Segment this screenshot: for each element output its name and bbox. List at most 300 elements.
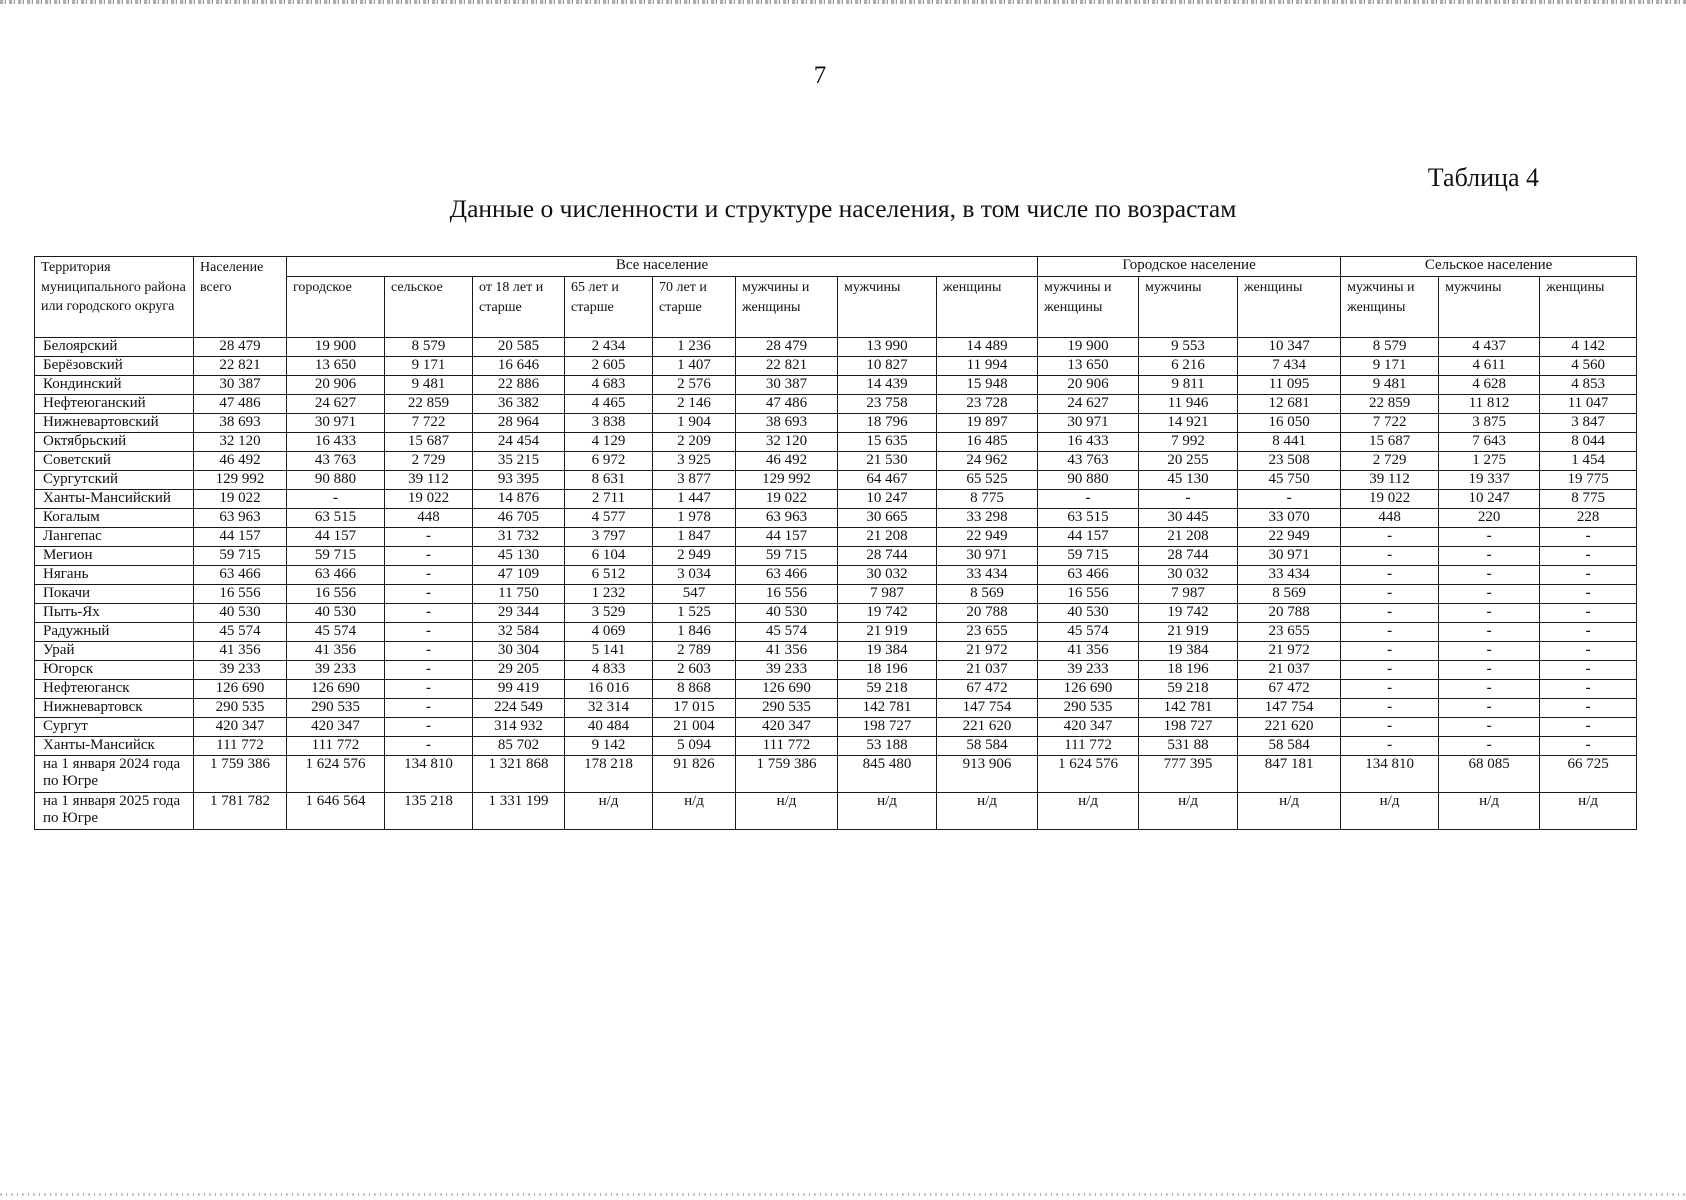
- value-cell: 21 004: [653, 718, 736, 737]
- territory-name: Мегион: [35, 547, 194, 566]
- value-cell: 2 789: [653, 642, 736, 661]
- value-cell: -: [1439, 604, 1540, 623]
- value-cell: -: [385, 699, 473, 718]
- value-cell: н/д: [653, 793, 736, 830]
- value-cell: 7 434: [1238, 357, 1341, 376]
- table-row: [35, 528, 1637, 547]
- header-population-total: Население всего: [194, 257, 287, 338]
- value-cell: 913 906: [937, 756, 1038, 793]
- value-cell: 19 022: [736, 490, 838, 509]
- value-cell: 19 337: [1439, 471, 1540, 490]
- value-cell: н/д: [1038, 793, 1139, 830]
- value-cell: 10 247: [1439, 490, 1540, 509]
- table-row: [35, 357, 1637, 376]
- header-group-rural: Сельское население: [1341, 257, 1637, 277]
- value-cell: 44 157: [1038, 528, 1139, 547]
- value-cell: 21 972: [1238, 642, 1341, 661]
- value-cell: 16 433: [287, 433, 385, 452]
- value-cell: 420 347: [736, 718, 838, 737]
- value-cell: 448: [1341, 509, 1439, 528]
- value-cell: 32 120: [736, 433, 838, 452]
- value-cell: 15 948: [937, 376, 1038, 395]
- territory-name: Нижневартовский: [35, 414, 194, 433]
- value-cell: 65 525: [937, 471, 1038, 490]
- value-cell: 28 479: [194, 338, 287, 357]
- value-cell: 16 556: [287, 585, 385, 604]
- value-cell: -: [1540, 661, 1637, 680]
- value-cell: 290 535: [1038, 699, 1139, 718]
- value-cell: -: [1341, 718, 1439, 737]
- value-cell: 40 530: [287, 604, 385, 623]
- value-cell: 2 146: [653, 395, 736, 414]
- value-cell: 5 141: [565, 642, 653, 661]
- value-cell: 59 715: [287, 547, 385, 566]
- value-cell: 547: [653, 585, 736, 604]
- subheader-cell: мужчины и женщины: [736, 277, 838, 338]
- value-cell: -: [1341, 528, 1439, 547]
- header-group-urban: Городское население: [1038, 257, 1341, 277]
- value-cell: -: [1038, 490, 1139, 509]
- value-cell: 45 574: [287, 623, 385, 642]
- value-cell: 38 693: [194, 414, 287, 433]
- value-cell: 39 233: [1038, 661, 1139, 680]
- value-cell: -: [1540, 680, 1637, 699]
- table-label: Таблица 4: [1427, 163, 1539, 192]
- value-cell: -: [385, 642, 473, 661]
- value-cell: 21 037: [937, 661, 1038, 680]
- table-row: [35, 699, 1637, 718]
- value-cell: 8 569: [937, 585, 1038, 604]
- value-cell: 21 919: [1139, 623, 1238, 642]
- value-cell: 9 811: [1139, 376, 1238, 395]
- value-cell: -: [1341, 585, 1439, 604]
- territory-name: Лангепас: [35, 528, 194, 547]
- value-cell: 4 683: [565, 376, 653, 395]
- value-cell: 224 549: [473, 699, 565, 718]
- value-cell: 3 925: [653, 452, 736, 471]
- value-cell: 1 978: [653, 509, 736, 528]
- value-cell: 12 681: [1238, 395, 1341, 414]
- value-cell: 23 758: [838, 395, 937, 414]
- value-cell: 7 722: [385, 414, 473, 433]
- value-cell: 63 466: [287, 566, 385, 585]
- value-cell: 220: [1439, 509, 1540, 528]
- table-row: [35, 642, 1637, 661]
- value-cell: 59 715: [194, 547, 287, 566]
- value-cell: 31 732: [473, 528, 565, 547]
- value-cell: н/д: [736, 793, 838, 830]
- subheader-cell: городское: [287, 277, 385, 338]
- value-cell: 1 321 868: [473, 756, 565, 793]
- territory-name: Радужный: [35, 623, 194, 642]
- value-cell: 67 472: [937, 680, 1038, 699]
- value-cell: 59 715: [1038, 547, 1139, 566]
- value-cell: 221 620: [937, 718, 1038, 737]
- value-cell: 448: [385, 509, 473, 528]
- value-cell: 59 715: [736, 547, 838, 566]
- value-cell: 20 255: [1139, 452, 1238, 471]
- value-cell: 22 859: [385, 395, 473, 414]
- table-row: [35, 793, 1637, 830]
- value-cell: 44 157: [736, 528, 838, 547]
- value-cell: 39 233: [736, 661, 838, 680]
- territory-name: Нефтеюганский: [35, 395, 194, 414]
- value-cell: 44 157: [287, 528, 385, 547]
- value-cell: 19 022: [194, 490, 287, 509]
- value-cell: 15 687: [385, 433, 473, 452]
- subheader-cell: мужчины: [838, 277, 937, 338]
- table-row: [35, 737, 1637, 756]
- value-cell: 420 347: [1038, 718, 1139, 737]
- value-cell: -: [1540, 547, 1637, 566]
- value-cell: 111 772: [736, 737, 838, 756]
- value-cell: н/д: [1341, 793, 1439, 830]
- value-cell: 16 556: [1038, 585, 1139, 604]
- value-cell: -: [385, 680, 473, 699]
- subheader-cell: сельское: [385, 277, 473, 338]
- value-cell: 47 486: [736, 395, 838, 414]
- value-cell: 3 875: [1439, 414, 1540, 433]
- value-cell: 46 492: [736, 452, 838, 471]
- value-cell: 24 627: [1038, 395, 1139, 414]
- value-cell: -: [1540, 699, 1637, 718]
- value-cell: 19 900: [287, 338, 385, 357]
- value-cell: 21 208: [1139, 528, 1238, 547]
- value-cell: 14 921: [1139, 414, 1238, 433]
- value-cell: 93 395: [473, 471, 565, 490]
- table-row: [35, 547, 1637, 566]
- value-cell: -: [385, 718, 473, 737]
- value-cell: 67 472: [1238, 680, 1341, 699]
- value-cell: 9 142: [565, 737, 653, 756]
- value-cell: 33 070: [1238, 509, 1341, 528]
- value-cell: 63 963: [194, 509, 287, 528]
- value-cell: -: [1341, 604, 1439, 623]
- value-cell: 22 949: [1238, 528, 1341, 547]
- table-row: [35, 585, 1637, 604]
- value-cell: 11 812: [1439, 395, 1540, 414]
- subheader-cell: 65 лет и старше: [565, 277, 653, 338]
- value-cell: 11 047: [1540, 395, 1637, 414]
- value-cell: 6 216: [1139, 357, 1238, 376]
- value-cell: 45 574: [736, 623, 838, 642]
- value-cell: 38 693: [736, 414, 838, 433]
- territory-name: Югорск: [35, 661, 194, 680]
- value-cell: 14 489: [937, 338, 1038, 357]
- value-cell: 126 690: [287, 680, 385, 699]
- value-cell: 41 356: [194, 642, 287, 661]
- value-cell: 198 727: [838, 718, 937, 737]
- value-cell: 40 484: [565, 718, 653, 737]
- value-cell: 8 775: [937, 490, 1038, 509]
- value-cell: 1 759 386: [194, 756, 287, 793]
- value-cell: 30 304: [473, 642, 565, 661]
- table-row: [35, 376, 1637, 395]
- table-row: [35, 452, 1637, 471]
- value-cell: 8 579: [1341, 338, 1439, 357]
- value-cell: н/д: [1439, 793, 1540, 830]
- value-cell: 24 627: [287, 395, 385, 414]
- value-cell: 63 466: [194, 566, 287, 585]
- value-cell: 33 298: [937, 509, 1038, 528]
- value-cell: 14 876: [473, 490, 565, 509]
- value-cell: 8 569: [1238, 585, 1341, 604]
- value-cell: 11 994: [937, 357, 1038, 376]
- value-cell: 129 992: [194, 471, 287, 490]
- value-cell: 142 781: [1139, 699, 1238, 718]
- territory-name: Советский: [35, 452, 194, 471]
- value-cell: 40 530: [1038, 604, 1139, 623]
- value-cell: 18 196: [1139, 661, 1238, 680]
- value-cell: 17 015: [653, 699, 736, 718]
- subheader-cell: женщины: [1238, 277, 1341, 338]
- value-cell: 3 797: [565, 528, 653, 547]
- value-cell: 63 515: [1038, 509, 1139, 528]
- value-cell: 198 727: [1139, 718, 1238, 737]
- value-cell: 16 556: [736, 585, 838, 604]
- value-cell: 178 218: [565, 756, 653, 793]
- value-cell: 4 833: [565, 661, 653, 680]
- value-cell: 39 233: [287, 661, 385, 680]
- value-cell: -: [1341, 547, 1439, 566]
- value-cell: -: [1341, 680, 1439, 699]
- value-cell: 30 445: [1139, 509, 1238, 528]
- value-cell: 134 810: [385, 756, 473, 793]
- value-cell: 36 382: [473, 395, 565, 414]
- value-cell: 10 347: [1238, 338, 1341, 357]
- value-cell: -: [1439, 566, 1540, 585]
- value-cell: 290 535: [194, 699, 287, 718]
- territory-name: Белоярский: [35, 338, 194, 357]
- value-cell: 4 577: [565, 509, 653, 528]
- value-cell: н/д: [1540, 793, 1637, 830]
- value-cell: 68 085: [1439, 756, 1540, 793]
- territory-name: на 1 января 2025 года по Югре: [35, 793, 194, 830]
- value-cell: 847 181: [1238, 756, 1341, 793]
- value-cell: 420 347: [194, 718, 287, 737]
- value-cell: 126 690: [736, 680, 838, 699]
- value-cell: 8 579: [385, 338, 473, 357]
- value-cell: 1 846: [653, 623, 736, 642]
- header-group-all: Все население: [287, 257, 1038, 277]
- value-cell: -: [1139, 490, 1238, 509]
- value-cell: 1 232: [565, 585, 653, 604]
- territory-name: Нягань: [35, 566, 194, 585]
- value-cell: 111 772: [194, 737, 287, 756]
- territory-name: Сургут: [35, 718, 194, 737]
- value-cell: 21 530: [838, 452, 937, 471]
- value-cell: 16 646: [473, 357, 565, 376]
- value-cell: 111 772: [1038, 737, 1139, 756]
- value-cell: 45 574: [194, 623, 287, 642]
- value-cell: 2 434: [565, 338, 653, 357]
- value-cell: 1 904: [653, 414, 736, 433]
- value-cell: 2 209: [653, 433, 736, 452]
- value-cell: 15 687: [1341, 433, 1439, 452]
- territory-name: Урай: [35, 642, 194, 661]
- value-cell: 1 646 564: [287, 793, 385, 830]
- value-cell: 2 949: [653, 547, 736, 566]
- scan-edge-top: [0, 0, 1686, 4]
- value-cell: 39 112: [385, 471, 473, 490]
- value-cell: -: [1439, 661, 1540, 680]
- value-cell: 47 109: [473, 566, 565, 585]
- value-cell: 2 711: [565, 490, 653, 509]
- header-territory: Территория муниципального района или городского округа: [35, 257, 194, 338]
- value-cell: 22 821: [194, 357, 287, 376]
- value-cell: н/д: [838, 793, 937, 830]
- subheader-cell: мужчины: [1139, 277, 1238, 338]
- value-cell: 46 705: [473, 509, 565, 528]
- value-cell: 16 016: [565, 680, 653, 699]
- value-cell: 63 466: [1038, 566, 1139, 585]
- value-cell: 1 454: [1540, 452, 1637, 471]
- value-cell: -: [385, 623, 473, 642]
- value-cell: 16 050: [1238, 414, 1341, 433]
- value-cell: 66 725: [1540, 756, 1637, 793]
- territory-name: на 1 января 2024 года по Югре: [35, 756, 194, 793]
- value-cell: 20 585: [473, 338, 565, 357]
- value-cell: 135 218: [385, 793, 473, 830]
- value-cell: 22 886: [473, 376, 565, 395]
- value-cell: 6 104: [565, 547, 653, 566]
- value-cell: -: [385, 604, 473, 623]
- value-cell: 19 022: [385, 490, 473, 509]
- value-cell: 41 356: [736, 642, 838, 661]
- value-cell: 19 384: [838, 642, 937, 661]
- population-table: [34, 256, 1637, 830]
- value-cell: 16 433: [1038, 433, 1139, 452]
- value-cell: 30 665: [838, 509, 937, 528]
- value-cell: 35 215: [473, 452, 565, 471]
- value-cell: 129 992: [736, 471, 838, 490]
- value-cell: 32 120: [194, 433, 287, 452]
- value-cell: 4 853: [1540, 376, 1637, 395]
- value-cell: 1 624 576: [1038, 756, 1139, 793]
- value-cell: 314 932: [473, 718, 565, 737]
- value-cell: 30 971: [1038, 414, 1139, 433]
- value-cell: 2 603: [653, 661, 736, 680]
- value-cell: 41 356: [1038, 642, 1139, 661]
- value-cell: -: [1540, 566, 1637, 585]
- value-cell: 7 992: [1139, 433, 1238, 452]
- value-cell: 19 897: [937, 414, 1038, 433]
- value-cell: 28 744: [838, 547, 937, 566]
- value-cell: н/д: [937, 793, 1038, 830]
- value-cell: 9 481: [385, 376, 473, 395]
- value-cell: 10 247: [838, 490, 937, 509]
- value-cell: 9 171: [1341, 357, 1439, 376]
- value-cell: -: [287, 490, 385, 509]
- value-cell: 9 553: [1139, 338, 1238, 357]
- value-cell: 30 387: [736, 376, 838, 395]
- value-cell: -: [1439, 680, 1540, 699]
- value-cell: 59 218: [1139, 680, 1238, 699]
- value-cell: 3 847: [1540, 414, 1637, 433]
- value-cell: 58 584: [937, 737, 1038, 756]
- value-cell: 40 530: [194, 604, 287, 623]
- value-cell: 15 635: [838, 433, 937, 452]
- table-row: [35, 414, 1637, 433]
- value-cell: 7 987: [838, 585, 937, 604]
- value-cell: 10 827: [838, 357, 937, 376]
- territory-name: Кондинский: [35, 376, 194, 395]
- value-cell: -: [1439, 718, 1540, 737]
- value-cell: 845 480: [838, 756, 937, 793]
- value-cell: -: [385, 585, 473, 604]
- value-cell: 23 655: [1238, 623, 1341, 642]
- value-cell: 3 529: [565, 604, 653, 623]
- value-cell: 24 454: [473, 433, 565, 452]
- value-cell: 30 387: [194, 376, 287, 395]
- value-cell: 21 919: [838, 623, 937, 642]
- value-cell: 4 628: [1439, 376, 1540, 395]
- value-cell: 290 535: [287, 699, 385, 718]
- value-cell: 2 729: [1341, 452, 1439, 471]
- value-cell: 228: [1540, 509, 1637, 528]
- value-cell: -: [1439, 547, 1540, 566]
- value-cell: -: [1341, 623, 1439, 642]
- value-cell: -: [1341, 566, 1439, 585]
- value-cell: 20 906: [1038, 376, 1139, 395]
- value-cell: 22 949: [937, 528, 1038, 547]
- value-cell: 19 900: [1038, 338, 1139, 357]
- table-row: [35, 433, 1637, 452]
- value-cell: -: [1439, 528, 1540, 547]
- value-cell: 19 384: [1139, 642, 1238, 661]
- territory-name: Когалым: [35, 509, 194, 528]
- value-cell: 111 772: [287, 737, 385, 756]
- value-cell: 45 130: [473, 547, 565, 566]
- value-cell: 1 407: [653, 357, 736, 376]
- value-cell: 3 838: [565, 414, 653, 433]
- value-cell: 30 971: [1238, 547, 1341, 566]
- value-cell: 7 987: [1139, 585, 1238, 604]
- value-cell: 2 576: [653, 376, 736, 395]
- value-cell: 21 972: [937, 642, 1038, 661]
- scan-edge-bottom: [0, 1193, 1686, 1196]
- subheader-cell: 70 лет и старше: [653, 277, 736, 338]
- value-cell: 43 763: [287, 452, 385, 471]
- value-cell: 22 821: [736, 357, 838, 376]
- value-cell: -: [1540, 642, 1637, 661]
- value-cell: 290 535: [736, 699, 838, 718]
- value-cell: 13 650: [1038, 357, 1139, 376]
- value-cell: 4 437: [1439, 338, 1540, 357]
- value-cell: -: [1540, 604, 1637, 623]
- subheader-cell: мужчины: [1439, 277, 1540, 338]
- value-cell: 45 130: [1139, 471, 1238, 490]
- value-cell: 20 788: [937, 604, 1038, 623]
- value-cell: 22 859: [1341, 395, 1439, 414]
- table-row: [35, 623, 1637, 642]
- value-cell: н/д: [565, 793, 653, 830]
- page-number: 7: [813, 62, 827, 89]
- value-cell: 4 129: [565, 433, 653, 452]
- value-cell: 6 972: [565, 452, 653, 471]
- value-cell: -: [385, 737, 473, 756]
- value-cell: -: [1341, 737, 1439, 756]
- value-cell: 32 314: [565, 699, 653, 718]
- territory-name: Берёзовский: [35, 357, 194, 376]
- value-cell: 59 218: [838, 680, 937, 699]
- value-cell: 33 434: [937, 566, 1038, 585]
- value-cell: 2 605: [565, 357, 653, 376]
- territory-name: Октябрьский: [35, 433, 194, 452]
- value-cell: 19 742: [1139, 604, 1238, 623]
- value-cell: 45 750: [1238, 471, 1341, 490]
- table-row: [35, 718, 1637, 737]
